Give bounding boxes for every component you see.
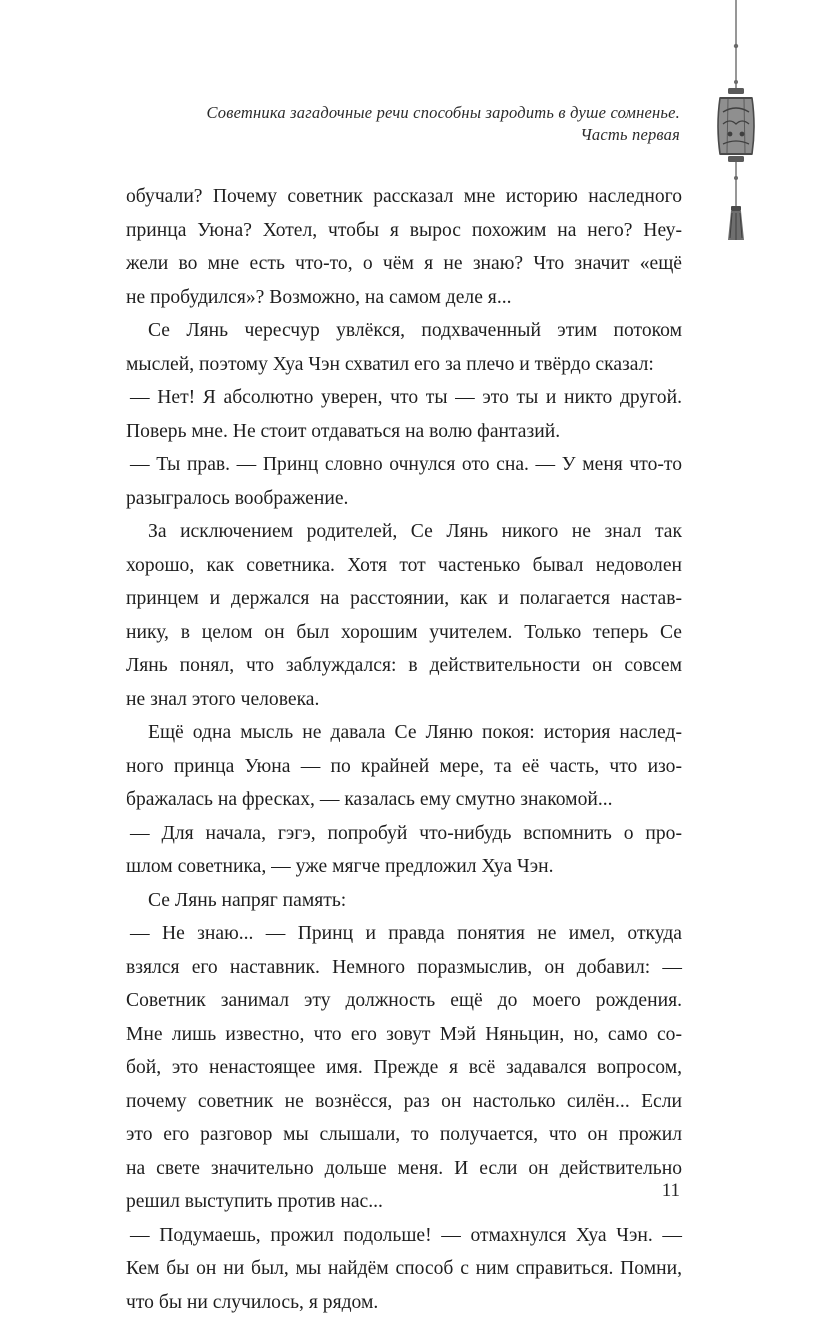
text-line: что бы ни случилось, я рядом. (126, 1286, 682, 1319)
text-line: разыгралось воображение. (126, 482, 682, 516)
text-line: Советник занимал эту должность ещё до моего рождения. (126, 984, 682, 1018)
text-line: Поверь мне. Не стоит отдаваться на волю фантазий. (126, 415, 682, 449)
text-line: взялся его наставник. Немного поразмыслив, он добавил: — (126, 951, 682, 985)
text-line: мыслей, поэтому Хуа Чэн схватил его за плечо и твёрдо сказал: (126, 348, 682, 382)
text-line: на свете значительно дольше меня. И если он действительно (126, 1152, 682, 1186)
text-line: Кем бы он ни был, мы найдём способ с ним справиться. Помни, (126, 1252, 682, 1286)
text-line: нику, в целом он был хорошим учителем. Только теперь Се (126, 616, 682, 650)
hanging-lantern-icon (706, 0, 766, 250)
text-line: — Для начала, гэгэ, попробуй что-нибудь вспомнить о про- (126, 817, 682, 851)
text-line: бражалась на фресках, — казалась ему смутно знакомой... (126, 783, 682, 817)
text-line: ного принца Уюна — по крайней мере, та её часть, что изо- (126, 750, 682, 784)
running-head-part: Часть первая (206, 124, 680, 146)
text-line: хорошо, как советника. Хотя тот частенько бывал недоволен (126, 549, 682, 583)
text-line: это его разговор мы слышали, то получается, что он прожил (126, 1118, 682, 1152)
running-head-title: Советника загадочные речи способны зародить в душе сомненье. (206, 102, 680, 124)
text-line: решил выступить против нас... (126, 1185, 682, 1219)
text-line: — Не знаю... — Принц и правда понятия не имел, откуда (126, 917, 682, 951)
text-line: жели во мне есть что-то, о чём я не знаю? Что значит «ещё (126, 247, 682, 281)
body-text (126, 180, 682, 1319)
text-line: Мне лишь известно, что его зовут Мэй Няньцин, но, само со- (126, 1018, 682, 1052)
page-number: 11 (662, 1180, 680, 1202)
text-line: Ещё одна мысль не давала Се Ляню покоя: история наслед- (126, 716, 682, 750)
running-head (206, 102, 680, 146)
text-line: шлом советника, — уже мягче предложил Хуа Чэн. (126, 850, 682, 884)
text-line: — Нет! Я абсолютно уверен, что ты — это ты и никто другой. (126, 381, 682, 415)
text-line: — Ты прав. — Принц словно очнулся ото сна. — У меня что-то (126, 448, 682, 482)
text-line: почему советник не вознёсся, раз он настолько силён... Если (126, 1085, 682, 1119)
text-line: Се Лянь напряг память: (126, 884, 682, 918)
text-line: не знал этого человека. (126, 683, 682, 717)
text-line: принца Уюна? Хотел, чтобы я вырос похожим на него? Неу- (126, 214, 682, 248)
text-line: бой, это ненастоящее имя. Прежде я всё задавался вопросом, (126, 1051, 682, 1085)
text-line: Лянь понял, что заблуждался: в действительности он совсем (126, 649, 682, 683)
text-line: принцем и держался на расстоянии, как и полагается настав- (126, 582, 682, 616)
text-line: обучали? Почему советник рассказал мне историю наследного (126, 180, 682, 214)
text-line: За исключением родителей, Се Лянь никого не знал так (126, 515, 682, 549)
text-line: не пробудился»? Возможно, на самом деле я... (126, 281, 682, 315)
text-line: Се Лянь чересчур увлёкся, подхваченный этим потоком (126, 314, 682, 348)
text-line: — Подумаешь, прожил подольше! — отмахнулся Хуа Чэн. — (126, 1219, 682, 1253)
